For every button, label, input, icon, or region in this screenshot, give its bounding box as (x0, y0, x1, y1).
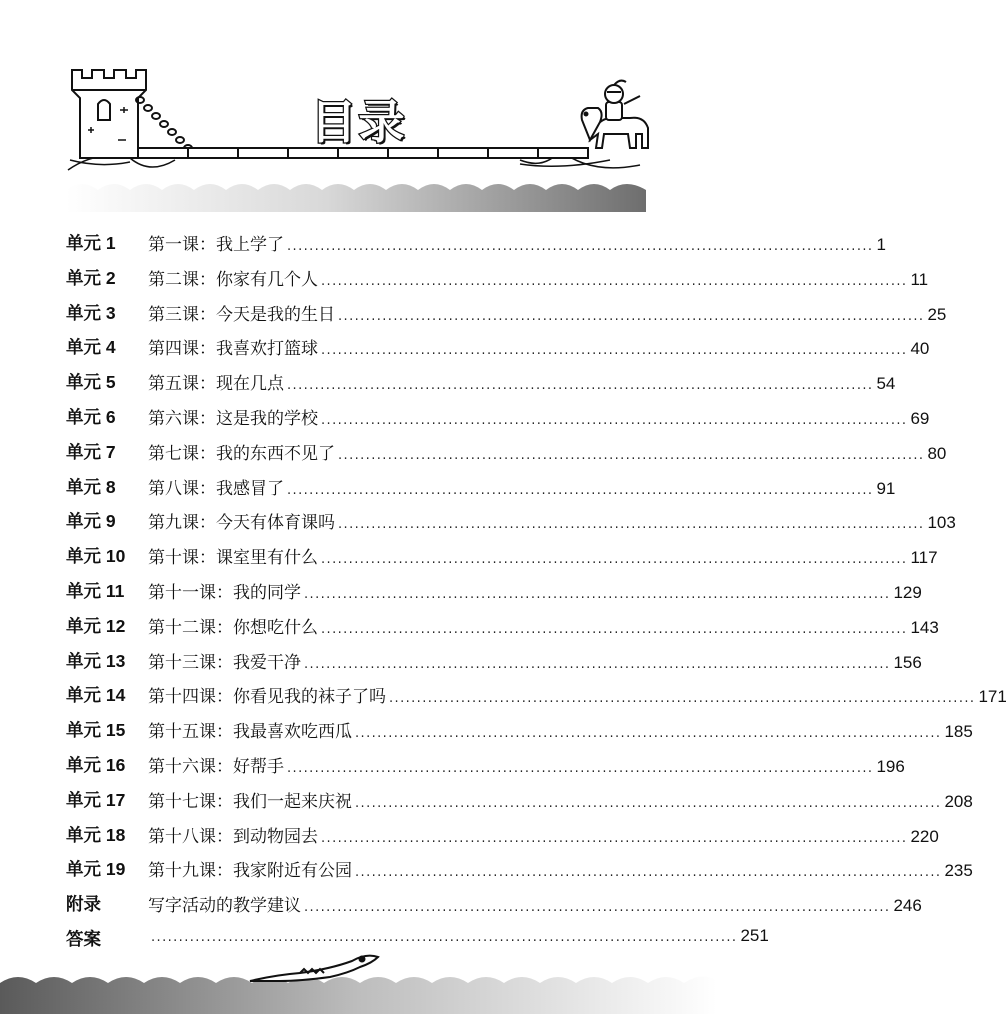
toc-dot-leader: .......................................................................................................... (389, 691, 976, 707)
toc-dot-leader: .......................................................................................................... (355, 865, 942, 881)
toc-dot-leader: .......................................................................................................... (304, 900, 891, 916)
toc-entry (66, 328, 930, 363)
toc-entry (66, 642, 922, 677)
toc-unit-label: 单元 8 (66, 476, 116, 497)
toc-lesson-title: 第八课：我感冒了 (148, 478, 284, 499)
toc-lesson-title: 第二课：你家有几个人 (148, 269, 318, 290)
toc-unit-label: 单元 16 (66, 754, 126, 775)
toc-lesson-title: 第十课：课室里有什么 (148, 548, 318, 569)
toc-unit-label: 单元 18 (66, 824, 126, 845)
toc-unit-label: 单元 13 (66, 650, 126, 671)
toc-entry (66, 537, 938, 572)
toc-unit-label: 单元 3 (66, 302, 116, 323)
table-of-contents (66, 224, 1007, 955)
toc-dot-leader: .......................................................................................................... (304, 656, 891, 672)
toc-dot-leader: .......................................................................................................... (287, 760, 874, 776)
toc-dot-leader: .......................................................................................................... (338, 308, 925, 324)
toc-entry (66, 433, 947, 468)
toc-page-number: 103 (927, 513, 956, 533)
toc-entry (66, 294, 947, 329)
toc-unit-label: 单元 11 (66, 580, 125, 601)
toc-unit-label: 单元 7 (66, 441, 116, 462)
toc-page-number: 196 (876, 756, 905, 776)
toc-unit-label: 单元 17 (66, 789, 126, 810)
toc-dot-leader: .......................................................................................................... (355, 795, 942, 811)
toc-page-number: 1 (876, 235, 886, 254)
toc-lesson-title: 第七课：我的东西不见了 (148, 443, 335, 464)
toc-dot-leader: .......................................................................................................... (321, 273, 908, 289)
toc-lesson-title: 第九课：今天有体育课吗 (148, 513, 335, 534)
toc-unit-label: 单元 5 (66, 372, 116, 393)
toc-unit-label: 单元 4 (66, 337, 116, 358)
toc-page-number: 54 (876, 374, 896, 394)
toc-page-number: 208 (944, 791, 973, 811)
toc-lesson-title: 第十八课：到动物园去 (148, 826, 318, 847)
toc-page-number: 143 (910, 617, 939, 637)
toc-entry (66, 607, 939, 642)
toc-page-number: 220 (910, 826, 939, 846)
page-title: 目录 (310, 95, 407, 149)
toc-lesson-title: 第六课：这是我的学校 (148, 408, 318, 429)
toc-lesson-title: 第四课：我喜欢打篮球 (148, 339, 318, 360)
toc-lesson-title: 第十六课：好帮手 (148, 756, 284, 777)
toc-entry (66, 781, 973, 816)
toc-dot-leader: .......................................................................................................... (321, 412, 908, 428)
toc-dot-leader: .......................................................................................................... (321, 621, 908, 637)
toc-page-number: 171 (978, 687, 1007, 707)
toc-page-number: 69 (910, 408, 930, 428)
toc-entry (66, 259, 929, 294)
toc-entry (66, 468, 896, 503)
toc-lesson-title: 写字活动的教学建议 (148, 896, 301, 917)
toc-page-number: 251 (740, 925, 769, 945)
toc-lesson-title: 第十七课：我们一起来庆祝 (148, 791, 352, 812)
toc-unit-label: 单元 12 (66, 615, 126, 636)
toc-entry (66, 676, 1007, 711)
toc-page-number: 91 (876, 478, 896, 498)
toc-page-number: 40 (910, 339, 930, 359)
toc-page-number: 235 (944, 861, 973, 881)
toc-dot-leader: .......................................................................................................... (304, 586, 891, 602)
toc-unit-label: 单元 10 (66, 546, 126, 567)
header-wave-band (66, 184, 646, 212)
toc-unit-label: 单元 2 (66, 267, 116, 288)
toc-entry (66, 711, 973, 746)
toc-dot-leader: .......................................................................................................... (338, 447, 925, 463)
toc-entry (66, 502, 956, 537)
toc-dot-leader: .......................................................................................................... (355, 726, 942, 742)
crocodile-icon (250, 956, 378, 981)
toc-page-number: 11 (910, 269, 929, 289)
toc-unit-label: 单元 1 (66, 233, 116, 253)
toc-entry (66, 816, 939, 851)
toc-page-number: 25 (927, 304, 947, 324)
toc-page-number: 80 (927, 443, 947, 463)
toc-page-number: 185 (944, 722, 973, 742)
toc-entry (66, 885, 922, 920)
toc-page-number: 246 (893, 896, 922, 916)
toc-lesson-title: 第十四课：你看见我的袜子了吗 (148, 687, 386, 708)
toc-dot-leader: .......................................................................................................... (287, 239, 874, 254)
toc-unit-label: 单元 9 (66, 511, 116, 532)
toc-dot-leader: .......................................................................................................... (287, 482, 874, 498)
toc-lesson-title: 第三课：今天是我的生日 (148, 304, 335, 325)
toc-lesson-title: 第十三课：我爱干净 (148, 652, 301, 673)
toc-entry (66, 224, 886, 259)
crocodile-water-illustration (0, 945, 717, 1014)
toc-lesson-title: 第十五课：我最喜欢吃西瓜 (148, 722, 352, 743)
toc-entry (66, 363, 896, 398)
toc-unit-label: 单元 14 (66, 685, 126, 706)
footer-wave-band (0, 976, 717, 1014)
toc-unit-label: 单元 6 (66, 406, 116, 427)
toc-unit-label: 附录 (66, 894, 101, 915)
toc-dot-leader: .......................................................................................................... (321, 552, 908, 568)
toc-page-number: 156 (893, 652, 922, 672)
toc-dot-leader: .......................................................................................................... (151, 929, 738, 945)
toc-dot-leader: .......................................................................................................... (338, 517, 925, 533)
toc-unit-label: 答案 (66, 928, 101, 949)
toc-entry (66, 746, 905, 781)
toc-page-number: 129 (893, 582, 922, 602)
toc-unit-label: 单元 15 (66, 720, 126, 741)
toc-entry (66, 398, 930, 433)
toc-page-number: 117 (910, 548, 938, 568)
toc-entry (66, 572, 922, 607)
toc-dot-leader: .......................................................................................................... (287, 378, 874, 394)
toc-entry (66, 850, 973, 885)
toc-lesson-title: 第十九课：我家附近有公园 (148, 861, 352, 882)
toc-lesson-title: 第五课：现在几点 (148, 374, 284, 395)
toc-lesson-title: 第一课：我上学了 (148, 235, 284, 255)
toc-lesson-title: 第十一课：我的同学 (148, 582, 301, 603)
toc-dot-leader: .......................................................................................................... (321, 830, 908, 846)
toc-dot-leader: .......................................................................................................... (321, 343, 908, 359)
toc-unit-label: 单元 19 (66, 859, 126, 880)
toc-lesson-title: 第十二课：你想吃什么 (148, 617, 318, 638)
